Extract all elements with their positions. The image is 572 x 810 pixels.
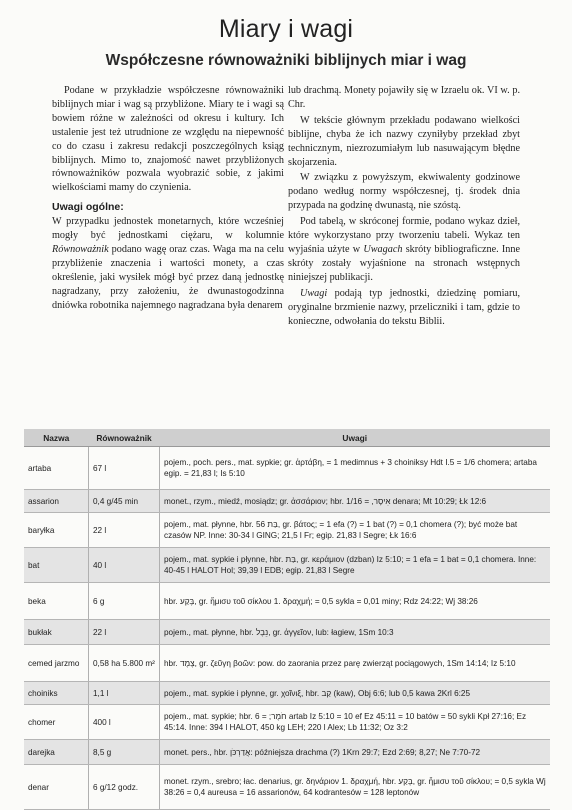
unit-notes: pojem., mat. płynne, hbr. נֵבֶל, gr. ἀγγεῖον, lub: łagiew, 1Sm 10:3 [160,620,551,645]
unit-name: artaba [24,447,89,490]
column-header-name: Nazwa [24,429,89,447]
table-row [24,447,550,490]
unit-name: cemed jarzmo [24,645,89,682]
unit-name: choiniks [24,682,89,705]
bibliography-text-b: skróty bibliograficzne. Inne skróty zostały wyjaśnione na stronach wstępnych niniejszej publikacji. [288,243,520,283]
coins-paragraph: lub drachmą. Monety pojawiły się w Izraelu ok. VI w. p. Chr. [288,85,520,110]
notes-text-italic: Uwagi [300,287,328,299]
general-notes-heading: Uwagi ogólne: [52,201,124,214]
unit-equivalent: 67 l [89,447,160,490]
unit-equivalent: 22 l [89,513,160,548]
unit-equivalent: 0,4 g/45 min [89,490,160,513]
unit-equivalent: 0,58 ha 5.800 m² [89,645,160,682]
intro-paragraph: Podane w przykładzie współczesne równoważniki biblijnych miar i wag są przybliżone. Miary te i wagi są bowiem różne w zależności od okresu i kultury. Ich ustalenie jest też utrudnione ze względu na niepewność co do czasu i zakresu redakcji poszczególnych ksiąg biblijnych. Mimo to, znajomość nawet przybliżonych równoważników pozwala wyobrazić sobie, z jakimi wielkościami mamy do czynienia. [52,85,284,194]
unit-equivalent: 6 g/12 godz. [89,765,160,810]
monetary-text-italic: Równoważnik [52,243,109,255]
unit-equivalent: 6 g [89,583,160,620]
table-row [24,765,550,810]
bibliography-text-a: Pod tabelą, w skróconej formie, podano wykaz dzieł, które wykorzystano przy tworzeniu tabeli. Wykaz ten wyjaśnia użyte w [288,216,520,255]
unit-name: assarion [24,490,89,513]
unit-name: beka [24,583,89,620]
right-text-column [288,84,520,330]
unit-name: darejka [24,740,89,765]
column-header-equivalent: Równoważnik [89,429,160,447]
unit-name: bukłak [24,620,89,645]
table-row [24,705,550,740]
unit-name: chomer [24,705,89,740]
bibliography-paragraph [288,215,520,285]
notes-paragraph [288,287,520,329]
translation-paragraph: W tekście głównym przekładu podawano wielkości biblijne, chyba że ich nazwy czyniłyby przekład zbyt technicznym, niezrozumiałym lub nasuwającym błędne skojarzenia. [288,114,520,168]
bibliography-text-italic: Uwagach [363,243,403,255]
unit-notes: monet., rzym., miedź, mosiądz; gr. ἀσσάριον; hbr. אִיסָר, = 1/16 denara; Mt 10:29; Łk 12:6 [160,490,551,513]
monetary-text-a: W przypadku jednostek monetarnych, które wcześniej mogły być jednostkami ciężaru, w kolumnie [52,216,284,242]
unit-name: bat [24,548,89,583]
table-row [24,682,550,705]
unit-notes: pojem., mat. sypkie; hbr. חֹמֶר; = 6 artab Iz 5:10 = 10 ef Ez 45:11 = 10 batów = 50 sykli Kpł 27:16; Ez 45:14. Inne: 394 l HALOT, 450 kg LEH; 220 l Alex; Lb 11:32; Oz 3:2 [160,705,551,740]
unit-equivalent: 400 l [89,705,160,740]
left-text-column [52,84,284,315]
table-header-row [24,429,550,447]
measures-table [24,429,550,810]
page-subtitle: Współczesne równoważniki biblijnych miar i wag [105,52,467,69]
notes-text-b: podają typ jednostki, dziedzinę pomiaru, oryginalne brzmienie nazwy, przeliczniki i tam, gdzie to konieczne, odwołania do tekstu Biblii. [288,287,520,327]
hours-paragraph: W związku z powyższym, ekwiwalenty godzinowe podano według normy współczesnej, tj. środek dnia przypada na godzinę dwunastą, nie szóstą. [288,172,520,212]
unit-notes: hbr. בֶּקַע, gr. ἥμισυ τοῦ σίκλου 1. δραχμή; = 0,5 sykla = 0,01 miny; Rdz 24:22; Wj 38:26 [160,583,551,620]
monetary-text-b: podano wagę oraz czas. Waga ma na celu przybliżenie znaczenia i wartości monety, a czas określenie, jaki wysiłek mógł być przez daną jednostkę nagradzany, przy założeniu, że dwunastogodzinna dniówka robotnika najemnego nagradzana była denarem [52,243,284,311]
unit-notes: monet. rzym., srebro; łac. denarius, gr. δηνάριον 1. δραχμή, hbr. בֶּקַע, gr. ἥμισυ τοῦ σίκλου; = 0,5 sykla Wj 38:26 = 0,4 aureusa = 16 assarionów, 64 kodrantesów = 128 leptonów [160,765,551,810]
table-row [24,620,550,645]
table-row [24,583,550,620]
unit-notes: monet. pers., hbr. אֲדַרְכֹּן: późniejsza drachma (?) 1Krn 29:7; Ezd 2:69; 8,27; Ne 7:70-72 [160,740,551,765]
unit-name: baryłka [24,513,89,548]
unit-notes: hbr. צֶמֶד, gr. ζεῦγη βοῶν: pow. do zaorania przez parę zwierząt pociągowych, 1Sm 14:14; Iz 5:10 [160,645,551,682]
table-row [24,513,550,548]
unit-equivalent: 40 l [89,548,160,583]
column-header-notes: Uwagi [160,429,551,447]
table-row [24,740,550,765]
unit-notes: pojem., mat. płynne, hbr. בַּת 56, gr. βάτος; = 1 efa (?) = 1 bat (?) = 0,1 chomera (?); być może bat czasów NP. Inne: 30-34 l GING; 21,5 l Fr; egip. 21,83 l Segre; Łk 16:6 [160,513,551,548]
unit-name: denar [24,765,89,810]
unit-notes: pojem., mat. sypkie i płynne, hbr. בַּת, gr. κεράμιον (dzban) Iz 5:10; = 1 efa = 1 bat = 0,1 chomera. Inne: 40-45 l HALOT Hol; 39,39 l EDB; egip. 21,83 l Segre [160,548,551,583]
unit-notes: pojem., mat. sypkie i płynne, gr. χοῖνιξ, hbr. קַב (kaw), Obj 6:6; lub 0,5 kawa 2Krl 6:25 [160,682,551,705]
unit-equivalent: 22 l [89,620,160,645]
unit-equivalent: 1,1 l [89,682,160,705]
table-row [24,490,550,513]
table-row [24,548,550,583]
page-title: Miary i wagi [218,15,354,43]
unit-equivalent: 8,5 g [89,740,160,765]
unit-notes: pojem., poch. pers., mat. sypkie; gr. ἀρτάβη, = 1 medimnus + 3 choiniksy Hdt I.5 = 1/6 chomera; artaba egip. = 21,83 l; Is 5:10 [160,447,551,490]
table-row [24,645,550,682]
monetary-units-paragraph [52,215,284,312]
